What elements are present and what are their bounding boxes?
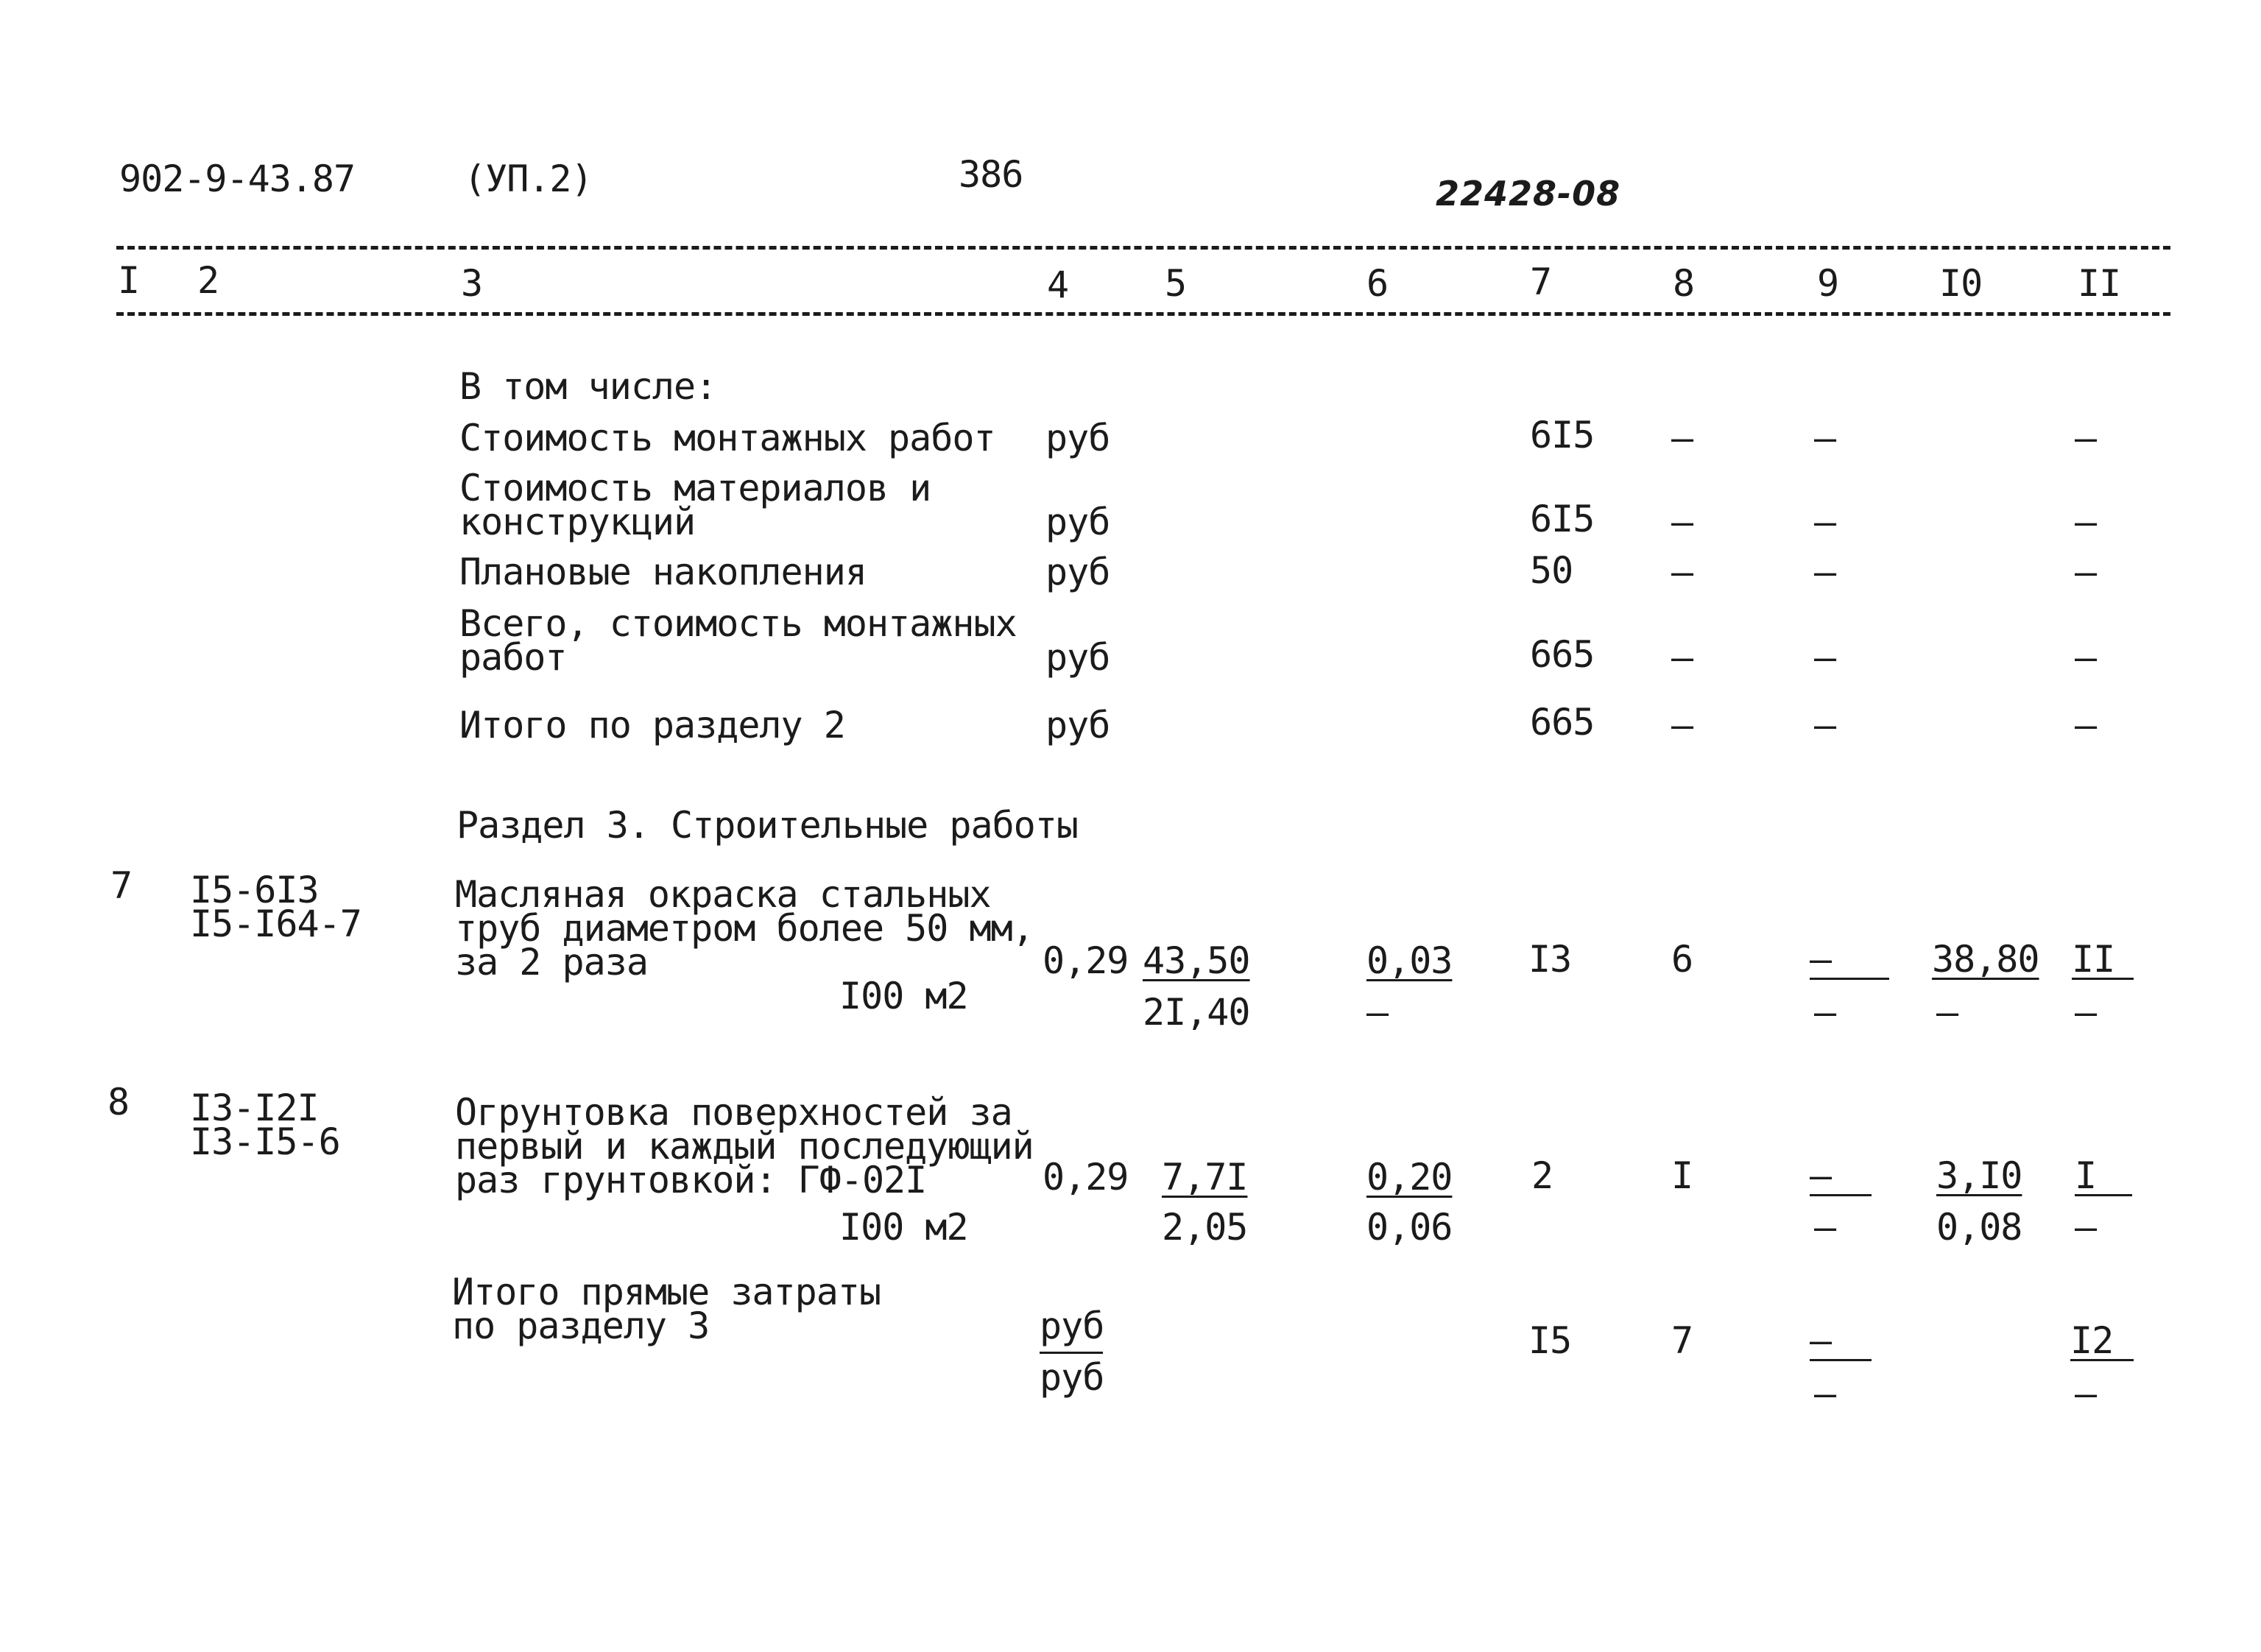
summary-row-5-dash-11: – [2075, 704, 2097, 746]
column-header-8: 8 [1673, 262, 1695, 305]
section-3-total-col11-bottom: – [2075, 1372, 2097, 1415]
item-7-col10-top: 38,80 [1932, 938, 2039, 981]
summary-row-4-name-line-1: Всего, стоимость монтажных [459, 602, 1017, 645]
inventory-stamp: 22428-08 [1436, 174, 1621, 213]
item-7-col5-top: 43,50 [1143, 939, 1250, 982]
column-header-9: 9 [1817, 262, 1839, 305]
item-8-col8: I [1671, 1154, 1693, 1197]
page-number: 386 [959, 153, 1023, 196]
item-8-col11-bottom: – [2075, 1206, 2097, 1249]
item-8-col5-top: 7,7I [1162, 1156, 1248, 1199]
summary-row-4-dash-11: – [2075, 636, 2097, 679]
summary-row-3-dash-11: – [2075, 551, 2097, 593]
item-7-col11-bottom: – [2075, 991, 2097, 1034]
summary-row-2-name-line-2: конструкций [459, 501, 696, 543]
header-top-rule [116, 246, 2170, 250]
summary-row-1-dash-11: – [2075, 417, 2097, 459]
item-7-col10-bottom: – [1936, 991, 1958, 1034]
summary-heading: В том числе: [459, 365, 717, 408]
item-8-col9-top: – [1810, 1154, 1832, 1197]
summary-row-5-value: 665 [1530, 701, 1595, 744]
column-header-11: II [2078, 262, 2121, 305]
item-8-desc-line-2: первый и каждый последующий [455, 1125, 1034, 1168]
item-8-col10-top: 3,I0 [1936, 1154, 2022, 1197]
item-8-col6-top: 0,20 [1366, 1156, 1453, 1199]
summary-row-3-dash-8: – [1671, 551, 1693, 593]
section-3-total-unit-rule [1040, 1352, 1103, 1354]
column-header-7: 7 [1530, 261, 1552, 303]
section-3-total-col7: I5 [1528, 1319, 1572, 1362]
item-8-col7: 2 [1531, 1154, 1553, 1197]
summary-row-1-dash-9: – [1814, 417, 1836, 459]
column-header-1: I [118, 259, 140, 302]
section-3-total-col9-top: – [1810, 1319, 1832, 1362]
document-code: 902-9-43.87 [119, 158, 356, 200]
item-7-desc-line-3: за 2 раза [455, 941, 648, 984]
section-3-total-unit-top: руб [1040, 1305, 1104, 1347]
section-3-total-unit-bottom: руб [1040, 1356, 1104, 1399]
item-8-desc-line-3: раз грунтовкой: ГФ-02I [455, 1159, 927, 1201]
item-8-col9-rule [1810, 1194, 1872, 1196]
column-header-2: 2 [197, 259, 219, 302]
summary-row-2-dash-8: – [1671, 501, 1693, 543]
section-3-total-label-line-1: Итого прямые затраты [452, 1271, 881, 1313]
item-7-quantity: 0,29 [1043, 939, 1129, 982]
item-8-col11-rule [2075, 1194, 2132, 1196]
summary-row-5-dash-9: – [1814, 704, 1836, 746]
summary-row-2-dash-9: – [1814, 501, 1836, 543]
item-7-col5-bottom: 2I,40 [1143, 991, 1250, 1034]
item-8-unit: I00 м2 [839, 1206, 968, 1249]
item-7-desc-line-1: Масляная окраска стальных [455, 873, 991, 916]
summary-row-3-dash-9: – [1814, 551, 1836, 593]
summary-row-4-dash-8: – [1671, 636, 1693, 679]
summary-row-4-dash-9: – [1814, 636, 1836, 679]
summary-row-2-dash-11: – [2075, 501, 2097, 543]
section-3-title: Раздел 3. Строительные работы [456, 804, 1078, 847]
summary-row-1-value: 6I5 [1530, 414, 1595, 456]
summary-row-1-name: Стоимость монтажных работ [459, 417, 995, 459]
item-8-number: 8 [107, 1081, 130, 1123]
summary-row-2-value: 6I5 [1530, 498, 1595, 540]
item-7-col6-bottom: – [1366, 991, 1389, 1034]
summary-row-4-name-line-2: работ [459, 636, 567, 679]
summary-row-1-dash-8: – [1671, 417, 1693, 459]
item-8-desc-line-1: Огрунтовка поверхностей за [455, 1091, 1012, 1134]
column-header-5: 5 [1165, 262, 1187, 305]
item-8-col9-bottom: – [1814, 1206, 1836, 1249]
summary-row-4-value: 665 [1530, 633, 1595, 676]
section-3-total-col8: 7 [1671, 1319, 1693, 1362]
summary-row-2-name-line-1: Стоимость материалов и [459, 467, 931, 509]
item-8-code-2: I3-I5-6 [190, 1120, 340, 1163]
summary-row-3-name: Плановые накопления [459, 551, 867, 593]
header-bottom-rule [116, 312, 2170, 316]
item-7-col7: I3 [1528, 938, 1572, 981]
item-7-code-2: I5-I64-7 [190, 903, 361, 945]
summary-row-5-unit: руб [1045, 704, 1110, 746]
section-3-total-col11-top: I2 [2070, 1319, 2114, 1362]
column-header-4: 4 [1047, 264, 1069, 306]
summary-row-5-name: Итого по разделу 2 [459, 704, 845, 746]
item-8-code-1: I3-I2I [190, 1087, 319, 1129]
item-8-col10-bottom: 0,08 [1936, 1206, 2022, 1249]
item-7-col8: 6 [1671, 938, 1693, 981]
item-7-number: 7 [110, 864, 133, 907]
summary-row-2-unit: руб [1045, 501, 1110, 543]
item-7-col9-rule [1810, 978, 1889, 980]
item-7-col9-bottom: – [1814, 991, 1836, 1034]
item-7-col11-rule [2072, 978, 2134, 980]
volume-label: (УП.2) [464, 158, 593, 200]
item-7-col11-top: II [2072, 938, 2115, 981]
column-header-3: 3 [461, 262, 483, 305]
item-8-col6-bottom: 0,06 [1366, 1206, 1453, 1249]
item-7-desc-line-2: труб диаметром более 50 мм, [455, 907, 1034, 950]
item-8-col11-top: I [2075, 1154, 2097, 1197]
section-3-total-col9-rule [1810, 1359, 1872, 1361]
column-header-10: I0 [1939, 262, 1983, 305]
summary-row-4-unit: руб [1045, 636, 1110, 679]
summary-row-5-dash-8: – [1671, 704, 1693, 746]
column-header-6: 6 [1366, 262, 1389, 305]
item-8-quantity: 0,29 [1043, 1156, 1129, 1199]
item-8-col5-bottom: 2,05 [1162, 1206, 1248, 1249]
item-7-col6-top: 0,03 [1366, 939, 1453, 982]
summary-row-3-unit: руб [1045, 551, 1110, 593]
item-7-col9-top: – [1810, 938, 1832, 981]
summary-row-1-unit: руб [1045, 417, 1110, 459]
item-7-code-1: I5-6I3 [190, 869, 319, 911]
summary-row-3-value: 50 [1530, 549, 1573, 592]
item-7-unit: I00 м2 [839, 975, 968, 1017]
section-3-total-label-line-2: по разделу 3 [452, 1305, 710, 1347]
section-3-total-col9-bottom: – [1814, 1372, 1836, 1415]
section-3-total-col11-rule [2070, 1359, 2134, 1361]
